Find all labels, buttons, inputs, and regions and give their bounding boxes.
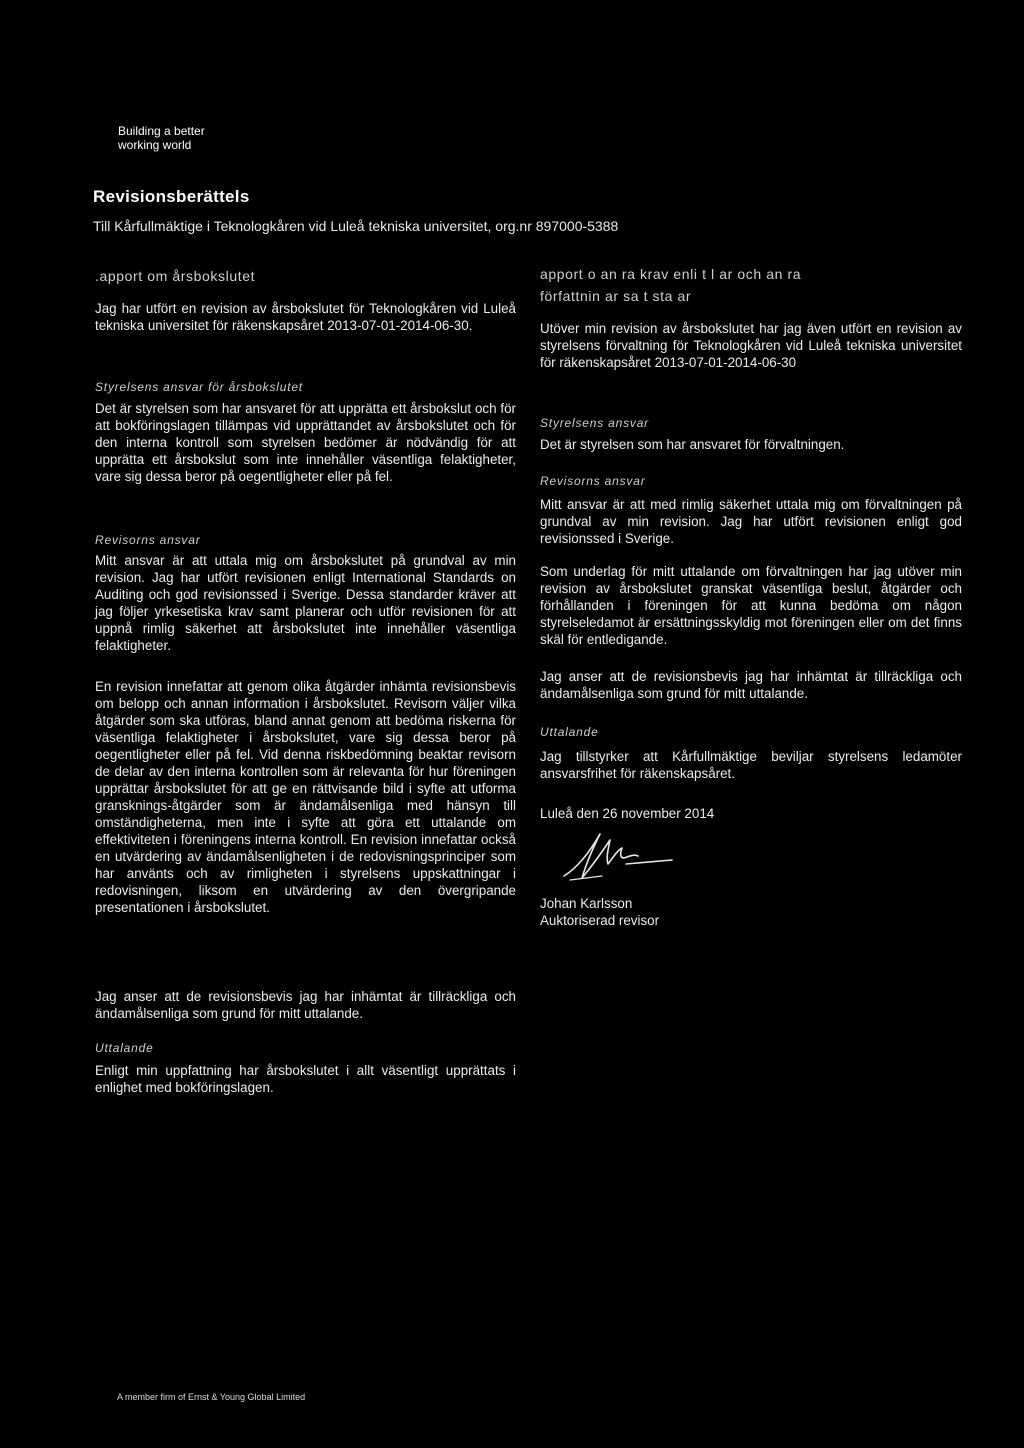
left-board-paragraph: Det är styrelsen som har ansvaret för att upprätta ett årsbokslut och för att bokföringslagen tillämpas vid upprättandet av årsbokslutet och för den interna kontroll som styrelsen bedömer är nödvändig för att upprätta ett årsbokslut som inte innehåller väsentliga felaktigheter, vare sig dessa beror på oegentligheter eller på fel. (95, 401, 516, 484)
left-auditor-paragraph-1: Mitt ansvar är att uttala mig om årsbokslutet på grundval av min revision. Jag har utfört revisionen enligt International Standards on Auditing och god revisionssed i Sverige. Dessa standarder kräver att jag följer yrkesetiska krav samt planerar och utför revisionen för att uppnå rimlig säkerhet att årsbokslutet inte innehåller väsentliga felaktigheter. (95, 553, 516, 653)
left-opinion-heading: Uttalande (95, 1041, 154, 1055)
left-board-heading: Styrelsens ansvar för årsbokslutet (95, 380, 303, 394)
brand-tagline (118, 124, 205, 152)
right-board-paragraph: Det är styrelsen som har ansvaret för förvaltningen. (540, 437, 845, 452)
brand-line-2: working world (118, 138, 192, 152)
left-opinion-paragraph: Enligt min uppfattning har årsbokslutet i allt väsentligt upprättats i enlighet med bokföringslagen. (95, 1063, 516, 1095)
left-section-heading: .apport om årsbokslutet (95, 268, 256, 284)
brand-line-1: Building a better (118, 124, 205, 138)
signer-name: Johan Karlsson (540, 896, 633, 911)
left-auditor-heading: Revisorns ansvar (95, 533, 201, 547)
right-auditor-paragraph-2: Som underlag för mitt uttalande om förvaltningen har jag utöver min revision av årsbokslutet granskat väsentliga beslut, åtgärder och förhållanden i föreningen för att kunna bedöma om någon styrelseledamot är ersättningsskyldig mot föreningen eller om det finns skäl för entledigande. (540, 564, 962, 647)
left-auditor-paragraph-2: En revision innefattar att genom olika åtgärder inhämta revisionsbevis om belopp och annan information i årsbokslutet. Revisorn väljer vilka åtgärder som ska utföras, bland annat genom att bedöma riskerna för väsentliga felaktigheter i årsbokslutet, vare sig dessa beror på oegentligheter eller på fel. Vid denna riskbedömning beaktar revisorn de delar av den interna kontrollen som är relevanta för hur föreningen upprättar årsbokslutet för att ge en rättvisande bild i syfte att utforma gransknings-åtgärder som är ändamålsenliga med hänsyn till omständigheterna, men inte i syfte att göra ett uttalande om effektiviteten i föreningens interna kontroll. En revision innefattar också en utvärdering av ändamålsenligheten i de redovisningsprinciper som har använts och av rimligheten i styrelsens uppskattningar i redovisningen, liksom en utvärdering av den övergripande presentationen i årsbokslutet. (95, 679, 516, 915)
place-and-date: Luleå den 26 november 2014 (540, 806, 715, 821)
left-intro-paragraph: Jag har utfört en revision av årsbokslutet för Teknologkåren vid Luleå tekniska universitet för räkenskapsåret 2013-07-01-2014-06-30. (95, 301, 516, 333)
right-opinion-paragraph: Jag tillstyrker att Kårfullmäktige beviljar styrelsens ledamöter ansvarsfrihet för räkenskapsåret. (540, 749, 962, 781)
signer-title: Auktoriserad revisor (540, 913, 660, 928)
recipient-line: Till Kårfullmäktige i Teknologkåren vid Luleå tekniska universitet, org.nr 897000-5388 (93, 218, 619, 234)
right-section-heading-line-1: apport o an ra krav enli t l ar och an ra (540, 266, 802, 282)
right-opinion-heading: Uttalande (540, 725, 599, 739)
right-section-heading-line-2: författnin ar sa t sta ar (540, 288, 692, 304)
handwritten-signature (562, 826, 682, 886)
right-auditor-paragraph-3: Jag anser att de revisionsbevis jag har inhämtat är tillräckliga och ändamålsenliga som grund för mitt uttalande. (540, 669, 962, 701)
footer-text: A member firm of Ernst & Young Global Limited (117, 1392, 306, 1402)
right-auditor-heading: Revisorns ansvar (540, 474, 646, 488)
right-auditor-paragraph-1: Mitt ansvar är att med rimlig säkerhet uttala mig om förvaltningen på grundval av min revision. Jag har utfört revisionen enligt god revisionssed i Sverige. (540, 497, 962, 546)
document-title: Revisionsberättels (93, 187, 250, 206)
left-auditor-paragraph-3: Jag anser att de revisionsbevis jag har inhämtat är tillräckliga och ändamålsenliga som grund för mitt uttalande. (95, 989, 516, 1021)
right-intro-paragraph: Utöver min revision av årsbokslutet har jag även utfört en revision av styrelsens förvaltning för Teknologkåren vid Luleå tekniska universitet för räkenskapsåret 2013-07-01-2014-06-30 (540, 321, 962, 370)
right-board-heading: Styrelsens ansvar (540, 416, 649, 430)
